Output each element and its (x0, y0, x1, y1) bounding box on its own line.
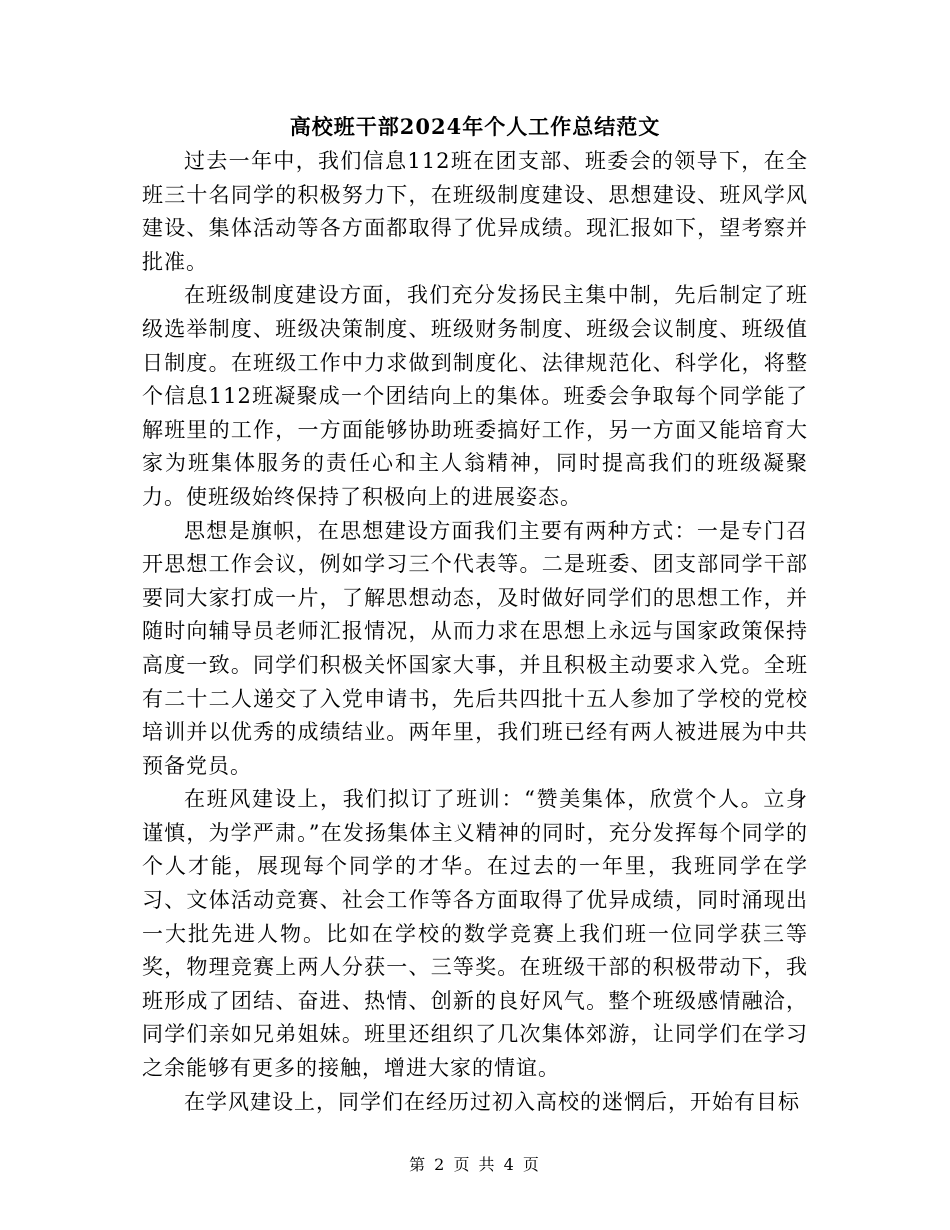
paragraph-class-spirit: 在班风建设上，我们拟订了班训：“赞美集体，欣赏个人。立身谨慎，为学严肃。”在发扬集体主义精神的同时，充分发挥每个同学的个人才能，展现每个同学的才华。在过去的一年里，我班同学在学习、文体活动竞赛、社会工作等各方面取得了优异成绩，同时涌现出一大批先进人物。比如在学校的数学竞赛上我们班一位同学获三等奖，物理竞赛上两人分获一、三等奖。在班级干部的积极带动下，我班形成了团结、奋进、热情、创新的良好风气。整个班级感情融洽，同学们亲如兄弟姐妹。班里还组织了几次集体郊游，让同学们在学习之余能够有更多的接触，增进大家的情谊。 (142, 787, 808, 1081)
paragraph-ideology-building: 思想是旗帜，在思想建设方面我们主要有两种方式：一是专门召开思想工作会议，例如学习三个代表等。二是班委、团支部同学干部要同大家打成一片，了解思想动态，及时做好同学们的思想工作，并随时向辅导员老师汇报情况，从而力求在思想上永远与国家政策保持高度一致。同学们积极关怀国家大事，并且积极主动要求入党。全班有二十二人递交了入党申请书，先后共四批十五人参加了学校的党校培训并以优秀的成绩结业。两年里，我们班已经有两人被进展为中共预备党员。 (142, 518, 808, 778)
paragraph-study-style: 在学风建设上，同学们在经历过初入高校的迷惘后，开始有目标 (184, 1089, 800, 1114)
document-title: 高校班干部2024年个人工作总结范文 (289, 114, 661, 139)
document-body (142, 145, 808, 1119)
paragraph-intro: 过去一年中，我们信息112班在团支部、班委会的领导下，在全班三十名同学的积极努力下，在班级制度建设、思想建设、班风学风建设、集体活动等各方面都取得了优异成绩。现汇报如下，望考察并批准。 (142, 149, 808, 274)
paragraph-system-building: 在班级制度建设方面，我们充分发扬民主集中制，先后制定了班级选举制度、班级决策制度、班级财务制度、班级会议制度、班级值日制度。在班级工作中力求做到制度化、法律规范化、科学化，将整个信息112班凝聚成一个团结向上的集体。班委会争取每个同学能了解班里的工作，一方面能够协助班委搞好工作，另一方面又能培育大家为班集体服务的责任心和主人翁精神，同时提高我们的班级凝聚力。使班级始终保持了积极向上的进展姿态。 (142, 283, 808, 509)
page-number-footer: 第 2 页 共 4 页 (409, 1155, 541, 1174)
